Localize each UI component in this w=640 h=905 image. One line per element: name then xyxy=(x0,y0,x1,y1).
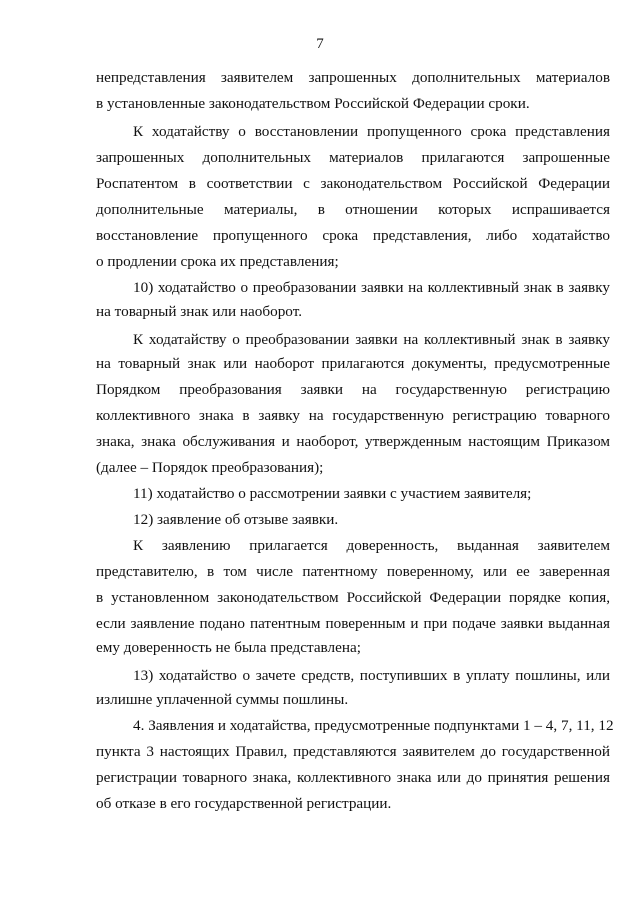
text-line: если заявление подано патентным поверенным и при подаче заявки выданная xyxy=(96,615,610,632)
text-line: знака, знака обслуживания и наоборот, утвержденным настоящим Приказом xyxy=(96,433,610,450)
text-line: Порядком преобразования заявки на государственную регистрацию xyxy=(96,381,610,398)
text-line: Роспатентом в соответствии с законодательством Российской Федерации xyxy=(96,175,610,192)
text-line: о продлении срока их представления; xyxy=(96,253,339,270)
text-line: излишне уплаченной суммы пошлины. xyxy=(96,691,349,708)
text-line: на товарный знак или наоборот. xyxy=(96,303,302,320)
text-line: 10) ходатайство о преобразовании заявки на коллективный знак в заявку xyxy=(133,279,610,296)
text-line: представителю, в том числе патентному поверенному, или ее заверенная xyxy=(96,563,610,580)
text-line: К ходатайству о преобразовании заявки на коллективный знак в заявку xyxy=(133,331,610,348)
text-line: дополнительные материалы, в отношении которых испрашивается xyxy=(96,201,610,218)
text-line: К ходатайству о восстановлении пропущенного срока представления xyxy=(133,123,610,140)
text-line: об отказе в его государственной регистрации. xyxy=(96,795,392,812)
text-line: коллективного знака в заявку на государственную регистрацию товарного xyxy=(96,407,610,424)
text-line: 12) заявление об отзыве заявки. xyxy=(133,511,339,528)
text-line: ему доверенность не была представлена; xyxy=(96,639,361,656)
text-line: 4. Заявления и ходатайства, предусмотренные подпунктами 1 – 4, 7, 11, 12 xyxy=(133,717,614,734)
text-line: непредставления заявителем запрошенных дополнительных материалов xyxy=(96,69,610,86)
text-line: в установленном законодательством Российской Федерации порядке копия, xyxy=(96,589,610,606)
text-line: 11) ходатайство о рассмотрении заявки с участием заявителя; xyxy=(133,485,532,502)
text-line: (далее – Порядок преобразования); xyxy=(96,459,324,476)
text-line: пункта 3 настоящих Правил, представляются заявителем до государственной xyxy=(96,743,610,760)
text-line: запрошенных дополнительных материалов прилагаются запрошенные xyxy=(96,149,610,166)
text-line: 13) ходатайство о зачете средств, поступивших в уплату пошлины, или xyxy=(133,667,610,684)
text-line: в установленные законодательством Российской Федерации сроки. xyxy=(96,95,530,112)
text-line: К заявлению прилагается доверенность, выданная заявителем xyxy=(133,537,610,554)
page-number: 7 xyxy=(316,36,324,52)
text-line: на товарный знак или наоборот прилагаются документы, предусмотренные xyxy=(96,355,610,372)
text-line: восстановление пропущенного срока представления, либо ходатайство xyxy=(96,227,610,244)
text-line: регистрации товарного знака, коллективного знака или до принятия решения xyxy=(96,769,610,786)
